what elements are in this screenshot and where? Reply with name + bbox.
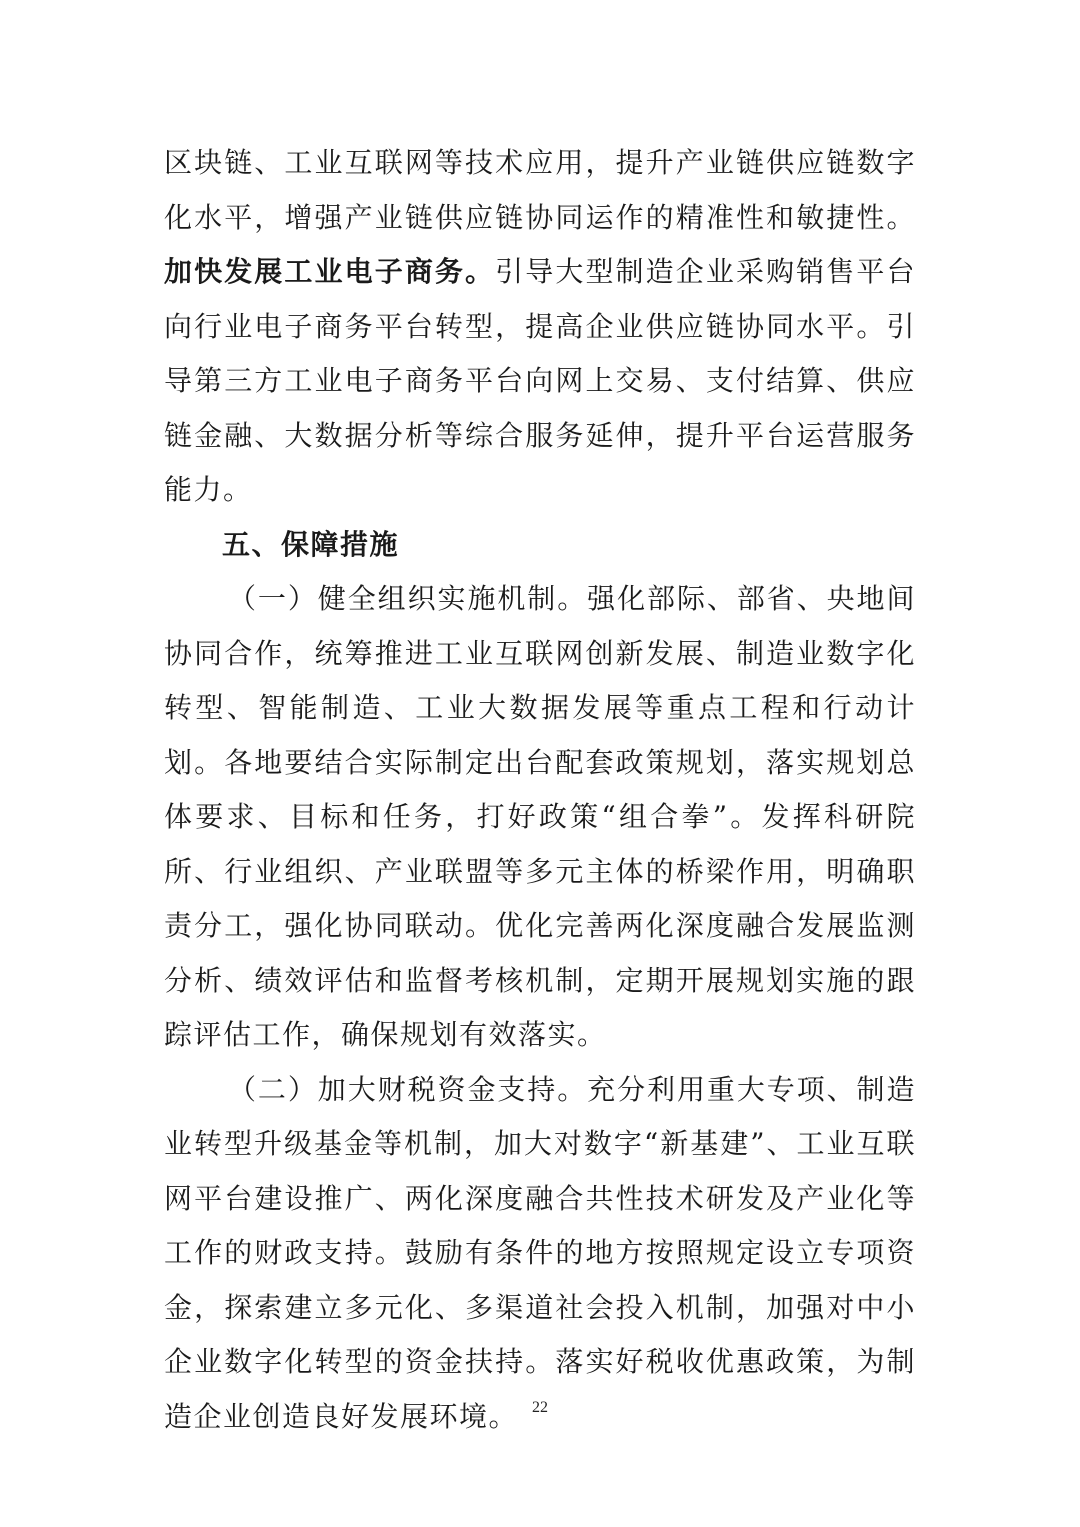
paragraph-blockchain (164, 136, 916, 518)
section-heading: 五、保障措施 (222, 527, 400, 561)
paragraph-text: 引导大型制造企业采购销售平台向行业电子商务平台转型，提高企业供应链协同水平。引导第三方工业电子商务平台向网上交易、支付结算、供应链金融、大数据分析等综合服务延伸，提升平台运营服务能力。 (164, 255, 916, 506)
paragraph-finance: （二）加大财税资金支持。充分利用重大专项、制造业转型升级基金等机制，加大对数字“新基建”、工业互联网平台建设推广、两化深度融合共性技术研发及产业化等工作的财政支持。鼓励有条件的地方按照规定设立专项资金，探索建立多元化、多渠道社会投入机制，加强对中小企业数字化转型的资金扶持。落实好税收优惠政策，为制造企业创造良好发展环境。 (164, 1072, 916, 1433)
page-number: 22 (532, 1399, 548, 1416)
bold-inline-heading: 加快发展工业电子商务。 (164, 255, 496, 288)
document-body (164, 136, 916, 1444)
paragraph-text: 区块链、工业互联网等技术应用，提升产业链供应链数字化水平，增强产业链供应链协同运作的精准性和敏捷性。 (164, 146, 916, 234)
paragraph-organization: （一）健全组织实施机制。强化部际、部省、央地间协同合作，统筹推进工业互联网创新发展、制造业数字化转型、智能制造、工业大数据发展等重点工程和行动计划。各地要结合实际制定出台配套政策规划，落实规划总体要求、目标和任务，打好政策“组合拳”。发挥科研院所、行业组织、产业联盟等多元主体的桥梁作用，明确职责分工，强化协同联动。优化完善两化深度融合发展监测分析、绩效评估和监督考核机制，定期开展规划实施的跟踪评估工作，确保规划有效落实。 (164, 582, 916, 1051)
